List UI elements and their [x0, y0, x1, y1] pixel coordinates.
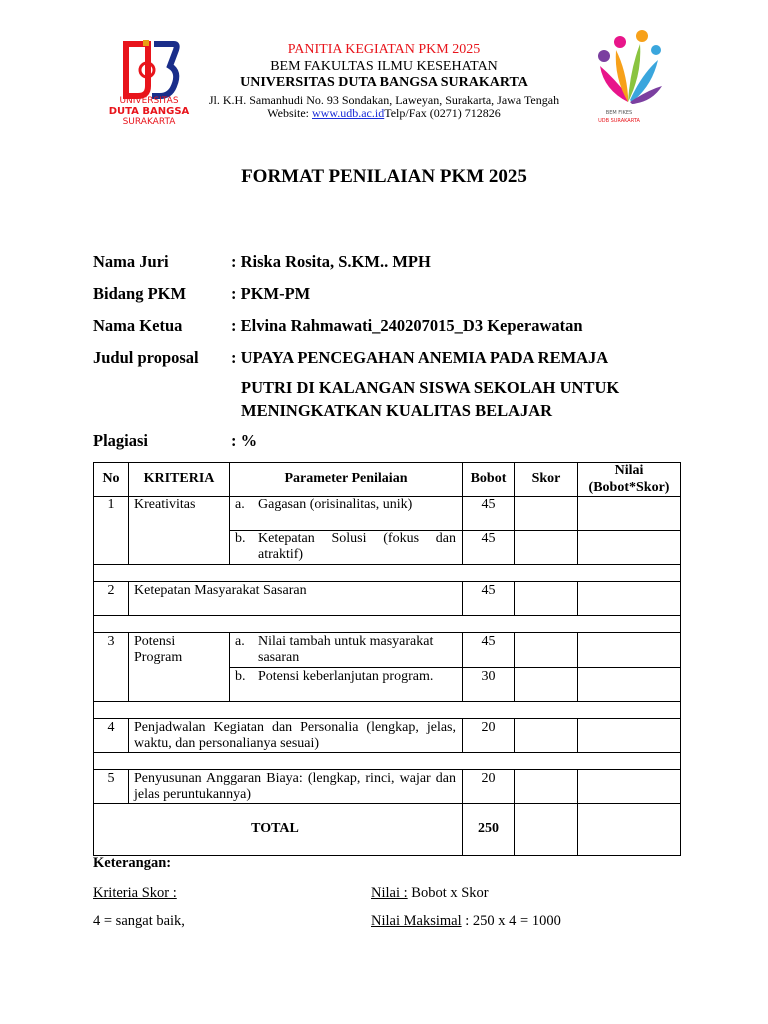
col-header-no: No [102, 471, 120, 486]
row3-a-mark: a. [235, 634, 245, 649]
nilai-max-label: Nilai Maksimal [371, 913, 462, 929]
row4-kriteria: Penjadwalan Kegiatan dan Personalia (lengkap, jelas, waktu, dan personalianya sesuai) [134, 720, 456, 751]
judul-line3: MENINGKATKAN KUALITAS BELAJAR [241, 401, 553, 420]
total-label: TOTAL [251, 821, 299, 836]
row1-b-bobot: 45 [481, 531, 496, 546]
col-header-bobot: Bobot [470, 471, 507, 486]
bem-logo-word1: BEM FIKES [605, 110, 633, 116]
row5-no: 5 [107, 771, 115, 786]
row3-a-text: Nilai tambah untuk masyarakat sasaran [258, 634, 434, 665]
nilai-maksimal [371, 913, 561, 930]
row3-kriteria: Potensi Program [134, 634, 183, 665]
nilai-text: Bobot x Skor [407, 885, 489, 901]
university-logo [104, 38, 194, 130]
logo-word-dutabangsa: DUTA BANGSA [108, 106, 190, 117]
ketua-label: Nama Ketua [93, 316, 183, 335]
col-header-kriteria: KRITERIA [143, 471, 215, 486]
bidang-value: : PKM-PM [231, 284, 311, 303]
row3-b-text: Potensi keberlanjutan program. [258, 669, 434, 684]
assessment-table [93, 462, 681, 858]
keterangan-heading: Keterangan: [93, 855, 172, 871]
col-header-parameter: Parameter Penilaian [284, 471, 408, 486]
col-header-skor: Skor [531, 471, 561, 486]
total-value: 250 [478, 821, 499, 836]
logo-word-universitas: UNIVERSITAS [119, 96, 179, 106]
plagiasi-value: : % [231, 431, 258, 450]
row1-b-text: Ketepatan Solusi (fokus dan atraktif) [258, 531, 456, 562]
judul-value: : UPAYA PENCEGAHAN ANEMIA PADA REMAJA [231, 348, 609, 367]
row2-kriteria: Ketepatan Masyarakat Sasaran [134, 583, 307, 598]
row3-a-bobot: 45 [481, 634, 496, 649]
nilai-formula [371, 885, 489, 902]
document-title: FORMAT PENILAIAN PKM 2025 [241, 166, 527, 187]
website-link[interactable]: www.udb.ac.id [312, 106, 385, 120]
col-header-nilai: Nilai [614, 463, 644, 478]
header-university: UNIVERSITAS DUTA BANGSA SURAKARTA [240, 75, 528, 90]
bem-logo [590, 30, 668, 130]
row1-b-mark: b. [235, 531, 246, 546]
kriteria-skor-label: Kriteria Skor : [93, 885, 177, 901]
judul-label: Judul proposal [93, 348, 199, 367]
bidang-label: Bidang PKM [93, 284, 187, 303]
row1-no: 1 [107, 497, 115, 512]
row5-bobot: 20 [481, 771, 496, 786]
telp-text: Telp/Fax (0271) 712826 [384, 106, 501, 120]
juri-label: Nama Juri [93, 252, 169, 271]
header-contact [200, 106, 568, 121]
row1-kriteria: Kreativitas [134, 497, 196, 512]
row3-b-mark: b. [235, 669, 246, 684]
header-address: Jl. K.H. Samanhudi No. 93 Sondakan, Laweyan, Surakarta, Jawa Tengah [208, 93, 560, 107]
row1-a-text: Gagasan (orisinalitas, unik) [258, 497, 413, 512]
nilai-label: Nilai : [371, 885, 408, 901]
row2-no: 2 [107, 583, 115, 598]
judul-line2: PUTRI DI KALANGAN SISWA SEKOLAH UNTUK [241, 378, 620, 397]
bem-logo-word2: UDB SURAKARTA [598, 118, 640, 124]
plagiasi-label: Plagiasi [93, 431, 149, 450]
score-4-desc: 4 = sangat baik, [93, 913, 185, 929]
header-committee: PANITIA KEGIATAN PKM 2025 [287, 42, 481, 57]
row3-b-bobot: 30 [481, 669, 496, 684]
row1-a-bobot: 45 [481, 497, 496, 512]
row4-no: 4 [107, 720, 115, 735]
header-bem: BEM FAKULTAS ILMU KESEHATAN [270, 59, 498, 74]
row1-a-mark: a. [235, 497, 245, 512]
website-prefix: Website: [267, 106, 312, 120]
bem-emblem-icon [590, 30, 668, 110]
row4-bobot: 20 [481, 720, 496, 735]
row2-bobot: 45 [481, 583, 496, 598]
juri-value: : Riska Rosita, S.KM.. MPH [231, 252, 431, 271]
ketua-value: : Elvina Rahmawati_240207015_D3 Keperawatan [231, 316, 583, 335]
nilai-max-text: : 250 x 4 = 1000 [461, 913, 561, 929]
row5-kriteria: Penyusunan Anggaran Biaya: (lengkap, rinci, wajar dan jelas peruntukannya) [134, 771, 456, 802]
row3-no: 3 [107, 634, 115, 649]
col-header-nilai-sub: (Bobot*Skor) [588, 480, 670, 495]
logo-word-surakarta: SURAKARTA [122, 117, 176, 127]
